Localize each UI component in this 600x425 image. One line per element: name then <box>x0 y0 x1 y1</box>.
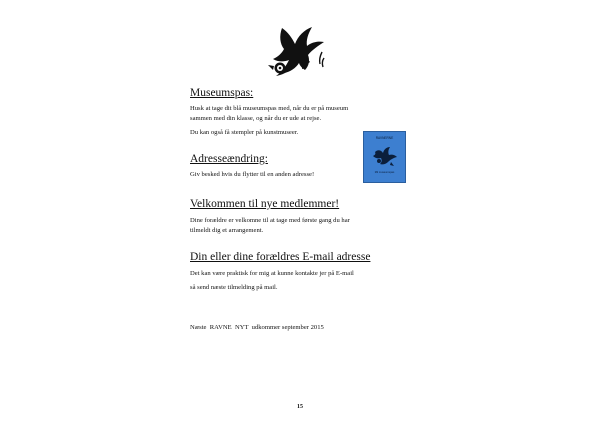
section-text-line: så send næste tilmelding på mail. <box>190 284 278 291</box>
passport-title: RAVNERNE <box>375 136 394 140</box>
museum-passport-image <box>363 131 406 183</box>
section-heading-velkommen: Velkommen til nye medlemmer! <box>190 198 340 210</box>
section-text-line: Det kan være praktisk for mig at kunne kontakte jer på E-mail <box>190 270 354 277</box>
section-heading-adresseaendring: Adresseændring: <box>190 153 268 165</box>
section-text-line: sammen med din klasse, og når du er ude at rejse. <box>190 115 322 122</box>
section-text-line: tilmeldt dig et arrangement. <box>190 227 264 234</box>
raven-passport-icon <box>372 144 399 168</box>
section-heading-email: Din eller dine forældres E-mail adresse <box>190 251 371 263</box>
next-issue-note: Næste RAVNE NYT udkommer september 2015 <box>190 324 324 331</box>
section-text-line: Du kan også få stempler på kunstmuseer. <box>190 129 299 136</box>
page-number: 15 <box>297 404 303 410</box>
section-heading-museumspas: Museumspas: <box>190 87 254 99</box>
passport-subtitle: Mit museumspas <box>374 171 395 174</box>
section-text-line: Dine forældre er velkomne til at tage med første gang du har <box>190 217 350 224</box>
section-text-line: Husk at tage dit blå museumspas med, når du er på museum <box>190 105 349 112</box>
raven-logo-icon <box>262 22 330 84</box>
section-text-line: Giv besked hvis du flytter til en anden adresse! <box>190 171 315 178</box>
